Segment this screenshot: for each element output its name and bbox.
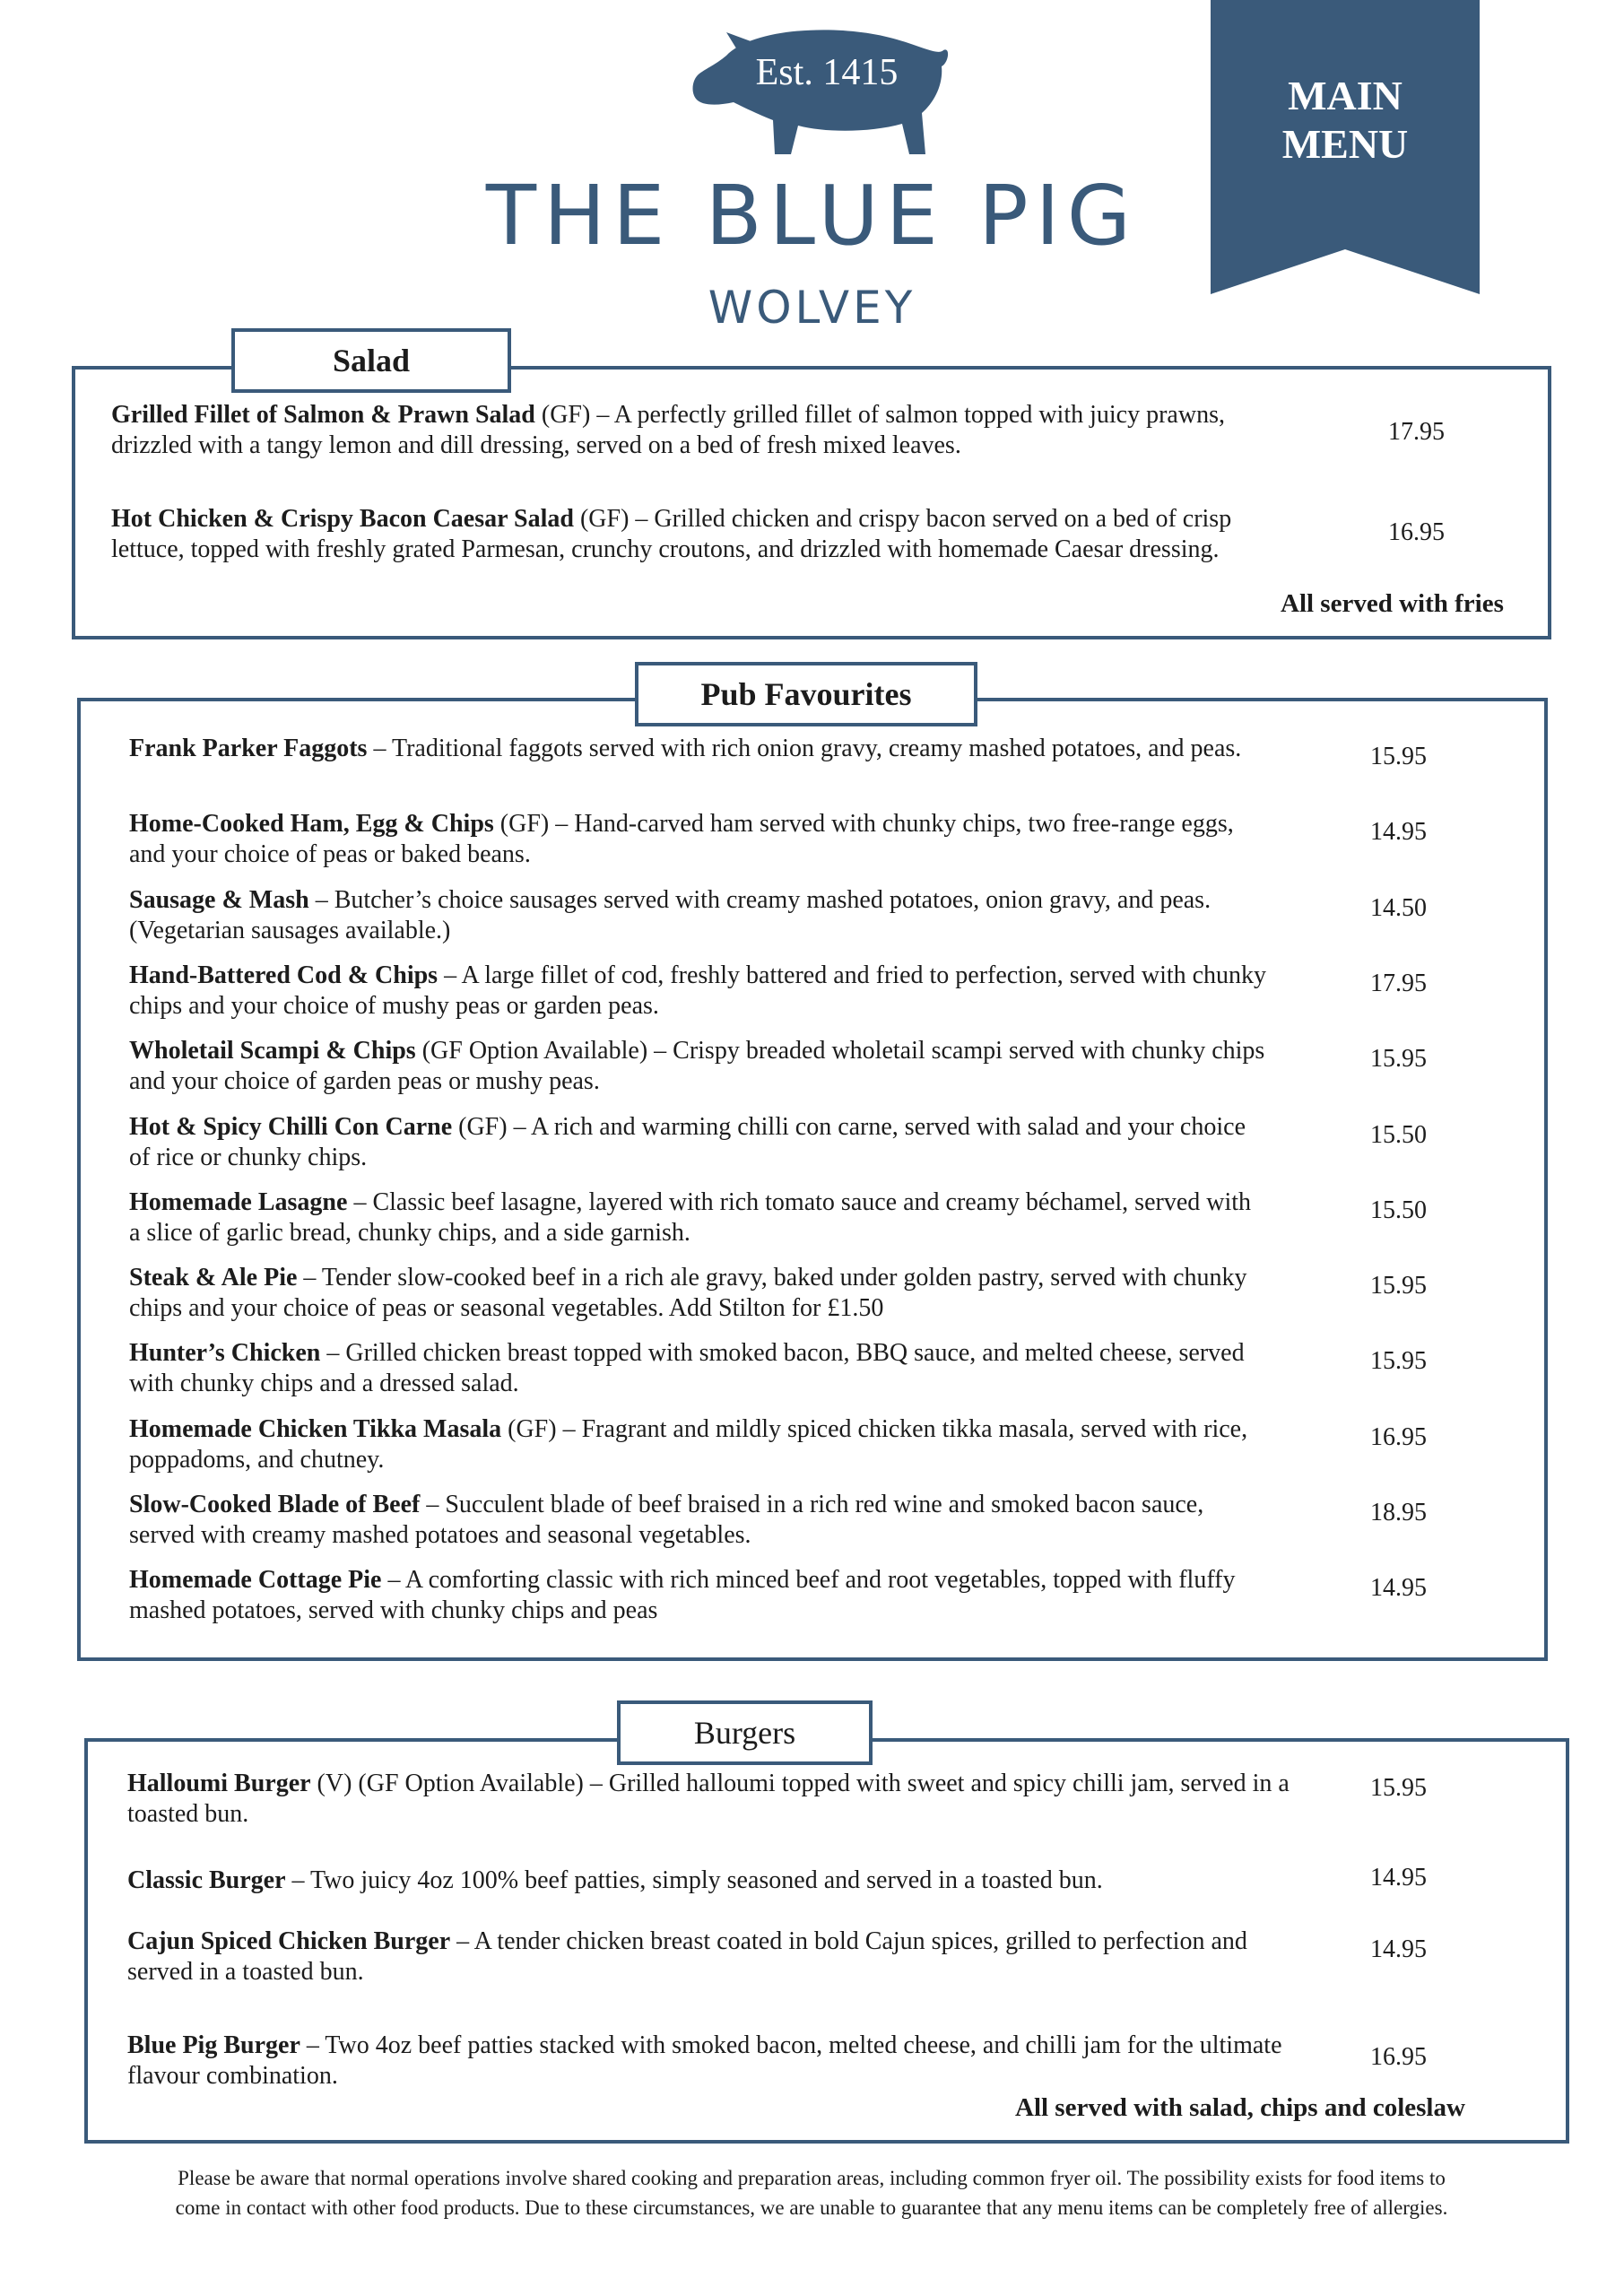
item-name: Hot & Spicy Chilli Con Carne xyxy=(129,1112,453,1141)
pub-menu-item xyxy=(129,1263,1268,1324)
pub-menu-item xyxy=(129,961,1268,1022)
item-price: 15.50 xyxy=(1370,1196,1427,1224)
item-price: 16.95 xyxy=(1370,1422,1427,1451)
item-dietary-tag: (GF Option Available) xyxy=(415,1037,648,1065)
ribbon-label xyxy=(1211,72,1480,169)
item-description: – Two juicy 4oz 100% beef patties, simply seasoned and served in a toasted bun. xyxy=(285,1866,1103,1894)
item-price: 18.95 xyxy=(1370,1499,1427,1526)
pub-menu-item xyxy=(129,734,1268,764)
item-description: – Tender slow-cooked beef in a rich ale gravy, baked under golden pastry, served with chunky chips and your choice of peas or seasonal vegetables. Add Stilton for £1.50 xyxy=(129,1264,1247,1323)
item-price: 15.95 xyxy=(1370,1272,1427,1300)
pig-logo-icon xyxy=(690,20,951,163)
pub-menu-item xyxy=(129,1414,1268,1475)
item-description: – Hand-carved ham served with chunky chips, two free-range eggs, and your choice of peas or baked beans. xyxy=(129,810,1234,869)
item-name: Wholetail Scampi & Chips xyxy=(129,1037,416,1065)
item-dietary-tag: (V) (GF Option Available) xyxy=(310,1770,584,1797)
burgers-menu-item xyxy=(127,1769,1293,1830)
item-price: 15.95 xyxy=(1370,1045,1427,1074)
salad-menu-item xyxy=(111,400,1277,461)
pub-menu-item xyxy=(129,1338,1268,1399)
item-description: – Fragrant and mildly spiced chicken tikka masala, served with rice, poppadoms, and chutney. xyxy=(129,1414,1248,1474)
item-dietary-tag: (GF) xyxy=(501,1414,557,1443)
item-price: 14.95 xyxy=(1370,818,1427,847)
brand-name: THE BLUE PIG xyxy=(485,168,1139,264)
item-price: 14.50 xyxy=(1370,893,1427,922)
burgers-section-title: Burgers xyxy=(617,1700,873,1765)
item-dietary-tag: (GF) xyxy=(493,810,550,839)
pub-menu-item xyxy=(129,1112,1268,1173)
item-name: Frank Parker Faggots xyxy=(129,735,368,762)
item-description: – Classic beef lasagne, layered with rich tomato sauce and creamy béchamel, served with a slice of garlic bread, chunky chips, and a side garnish. xyxy=(129,1187,1252,1247)
item-price: 15.95 xyxy=(1370,1347,1427,1376)
ribbon-line-menu: MENU xyxy=(1281,121,1409,167)
item-description: – A perfectly grilled fillet of salmon topped with juicy prawns, drizzled with a tangy lemon and dill dressing, served on a bed of fresh mixed leaves. xyxy=(111,401,1225,459)
item-name: Cajun Spiced Chicken Burger xyxy=(127,1927,451,1955)
item-price: 15.50 xyxy=(1370,1120,1427,1149)
item-description: – Traditional faggots served with rich onion gravy, creamy mashed potatoes, and peas. xyxy=(367,735,1242,762)
item-description: – A comforting classic with rich minced beef and root vegetables, topped with fluffy mashed potatoes, served with chunky chips and peas xyxy=(129,1566,1236,1625)
pub-menu-item xyxy=(129,1565,1268,1626)
allergy-notice: Please be aware that normal operations involve shared cooking and preparation areas, including common fryer oil. The possibility exists for food items to come in contact with other food products. Due to these circumstances, we are unable to guarantee that any menu items can be completely free of allergies. xyxy=(175,2167,1448,2219)
item-description: – Crispy breaded wholetail scampi served with chunky chips and your choice of garden peas or mushy peas. xyxy=(129,1037,1265,1096)
item-price: 14.95 xyxy=(1370,1935,1427,1963)
item-name: Classic Burger xyxy=(127,1866,286,1894)
logo-est-text: Est. 1415 xyxy=(755,52,899,93)
ribbon-line-main: MAIN xyxy=(1288,73,1403,118)
item-name: Hot Chicken & Crispy Bacon Caesar Salad xyxy=(111,505,574,533)
item-price: 15.95 xyxy=(1370,1774,1427,1802)
item-name: Hand-Battered Cod & Chips xyxy=(129,961,439,989)
item-name: Slow-Cooked Blade of Beef xyxy=(129,1491,421,1518)
item-name: Halloumi Burger xyxy=(127,1770,311,1797)
item-price: 14.95 xyxy=(1370,1574,1427,1603)
item-price: 16.95 xyxy=(1370,2043,1427,2071)
item-price: 15.95 xyxy=(1370,743,1427,770)
item-name: Homemade Cottage Pie xyxy=(129,1566,382,1595)
item-description: – Butcher’s choice sausages served with creamy mashed potatoes, onion gravy, and peas. (Vegetarian sausages available.) xyxy=(129,885,1211,944)
item-description: – Succulent blade of beef braised in a rich red wine and smoked bacon sauce, served with creamy mashed potatoes and seasonal vegetables. xyxy=(129,1491,1204,1549)
pub-menu-item xyxy=(129,885,1268,946)
item-name: Homemade Chicken Tikka Masala xyxy=(129,1414,502,1443)
item-dietary-tag: (GF) xyxy=(534,401,591,429)
pub-menu-item xyxy=(129,809,1268,870)
item-name: Sausage & Mash xyxy=(129,885,309,914)
brand-town: WOLVEY xyxy=(708,282,916,334)
salad-section-title: Salad xyxy=(231,328,511,393)
item-dietary-tag: (GF) xyxy=(452,1112,508,1141)
item-description: – A rich and warming chilli con carne, served with salad and your choice of rice or chunky chips. xyxy=(129,1112,1246,1171)
item-price: 16.95 xyxy=(1388,518,1445,546)
item-name: Homemade Lasagne xyxy=(129,1187,348,1216)
item-description: – Grilled chicken breast topped with smoked bacon, BBQ sauce, and melted cheese, served with chunky chips and a dressed salad. xyxy=(129,1339,1245,1398)
item-name: Home-Cooked Ham, Egg & Chips xyxy=(129,810,494,839)
salad-note: All served with fries xyxy=(1281,589,1504,618)
item-price: 14.95 xyxy=(1370,1864,1427,1892)
item-price: 17.95 xyxy=(1388,418,1445,446)
pub-menu-item xyxy=(129,1490,1268,1551)
salad-menu-item xyxy=(111,504,1277,565)
item-name: Grilled Fillet of Salmon & Prawn Salad xyxy=(111,401,535,429)
item-name: Steak & Ale Pie xyxy=(129,1264,298,1292)
pub-menu-item xyxy=(129,1187,1268,1248)
item-description: – Two 4oz beef patties stacked with smoked bacon, melted cheese, and chilli jam for the ultimate flavour combination. xyxy=(127,2031,1282,2090)
item-name: Blue Pig Burger xyxy=(127,2031,300,2059)
burgers-note: All served with salad, chips and coleslaw xyxy=(1015,2093,1465,2122)
burgers-menu-item xyxy=(127,1926,1293,1987)
item-description: – A tender chicken breast coated in bold Cajun spices, grilled to perfection and served in a toasted bun. xyxy=(127,1927,1247,1986)
item-description: – A large fillet of cod, freshly battered and fried to perfection, served with chunky chips and your choice of mushy peas or garden peas. xyxy=(129,961,1267,1020)
pub-menu-item xyxy=(129,1036,1268,1097)
item-description: – Grilled chicken and crispy bacon served on a bed of crisp lettuce, topped with freshly grated Parmesan, crunchy croutons, and drizzled with homemade Caesar dressing. xyxy=(111,505,1232,563)
item-dietary-tag: (GF) xyxy=(573,505,630,533)
item-price: 17.95 xyxy=(1370,969,1427,997)
burgers-menu-item xyxy=(127,2031,1293,2092)
pub-favourites-section-title: Pub Favourites xyxy=(635,662,977,726)
item-name: Hunter’s Chicken xyxy=(129,1339,321,1368)
item-description: – Grilled halloumi topped with sweet and spicy chilli jam, served in a toasted bun. xyxy=(127,1770,1290,1828)
burgers-menu-item xyxy=(127,1866,1293,1896)
